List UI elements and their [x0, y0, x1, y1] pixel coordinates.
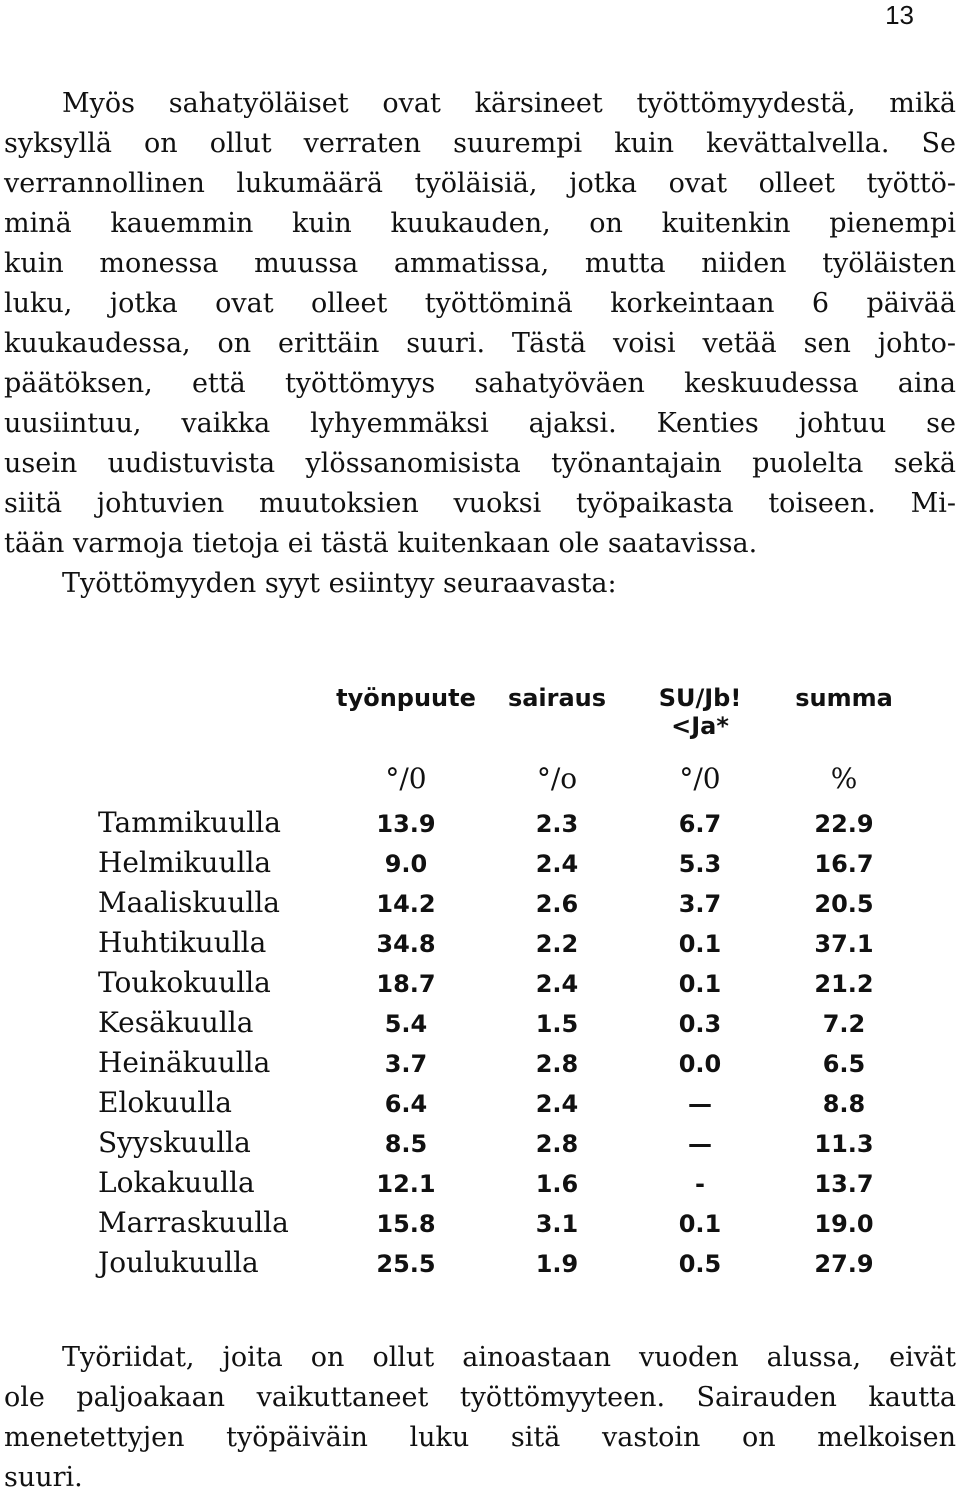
- column-header: summa: [795, 684, 893, 712]
- outro-paragraph: [4, 1338, 956, 1498]
- table-cell: 2.4: [535, 1090, 579, 1118]
- column-unit: %: [830, 762, 858, 795]
- table-cell: 2.8: [535, 1050, 579, 1078]
- table-cell: 1.9: [535, 1250, 579, 1278]
- table-cell: 27.9: [814, 1250, 874, 1278]
- table-cell: 1.5: [535, 1010, 579, 1038]
- table-cell: 2.4: [535, 970, 579, 998]
- text-line: uusiintuu, vaikka lyhyemmäksi ajaksi. Kenties johtuu se: [4, 408, 956, 439]
- table-cell: 19.0: [814, 1210, 874, 1238]
- column-unit: °/0: [679, 762, 721, 795]
- table-cell: 8.5: [384, 1130, 428, 1158]
- table-cell: 25.5: [376, 1250, 436, 1278]
- column-header: sairaus: [507, 684, 607, 712]
- table-cell: 7.2: [822, 1010, 866, 1038]
- text-line: kuin monessa muussa ammatissa, mutta niiden työläisten: [4, 248, 956, 279]
- table-cell: 14.2: [376, 890, 436, 918]
- row-label: Syyskuulla: [98, 1126, 251, 1159]
- table-cell: 6.7: [678, 810, 722, 838]
- row-label: Lokakuulla: [98, 1166, 255, 1199]
- column-header: SU/Jb!<Ja*: [658, 684, 742, 740]
- row-label: Huhtikuulla: [98, 926, 267, 959]
- text-line: syksyllä on ollut verraten suurempi kuin kevättalvella. Se: [4, 128, 956, 159]
- text-line: päätöksen, että työttömyys sahatyöväen keskuudessa aina: [4, 368, 956, 399]
- text-line: luku, jotka ovat olleet työttöminä korkeintaan 6 päivää: [4, 288, 956, 319]
- text-line: tään varmoja tietoja ei tästä kuitenkaan ole saatavissa.: [4, 528, 758, 559]
- text-line: verrannollinen lukumäärä työläisiä, jotka ovat olleet työttö-: [4, 168, 956, 199]
- table-cell: 20.5: [814, 890, 874, 918]
- table-cell: 37.1: [814, 930, 874, 958]
- row-label: Maaliskuulla: [98, 886, 280, 919]
- table-cell: 3.1: [535, 1210, 579, 1238]
- table-cell: 6.5: [822, 1050, 866, 1078]
- row-label: Toukokuulla: [98, 966, 271, 999]
- table-cell: 13.7: [814, 1170, 874, 1198]
- table-cell: 2.4: [535, 850, 579, 878]
- table-cell: 18.7: [376, 970, 436, 998]
- row-label: Joulukuulla: [98, 1246, 259, 1279]
- row-label: Helmikuulla: [98, 846, 272, 879]
- table-cell: 0.3: [678, 1010, 722, 1038]
- table-cell: —: [688, 1090, 712, 1118]
- table-cell: 6.4: [384, 1090, 428, 1118]
- table-cell: 9.0: [384, 850, 428, 878]
- table-cell: 2.6: [535, 890, 579, 918]
- table-cell: 21.2: [814, 970, 874, 998]
- table-cell: 13.9: [376, 810, 436, 838]
- table-cell: 2.2: [535, 930, 579, 958]
- table-cell: 5.4: [384, 1010, 428, 1038]
- intro-paragraph: [4, 84, 956, 604]
- table-cell: 0.1: [678, 1210, 722, 1238]
- text-line: Myös sahatyöläiset ovat kärsineet työttömyydestä, mikä: [62, 88, 956, 119]
- table-cell: 0.1: [678, 930, 722, 958]
- column-header: työnpuute: [336, 684, 476, 712]
- text-line: kuukaudessa, on erittäin suuri. Tästä voisi vetää sen johto-: [4, 328, 956, 359]
- column-unit: °/0: [385, 762, 427, 795]
- row-label: Kesäkuulla: [98, 1006, 254, 1039]
- table-cell: 0.1: [678, 970, 722, 998]
- table-cell: -: [695, 1170, 705, 1198]
- table-cell: 1.6: [535, 1170, 579, 1198]
- table-cell: 2.8: [535, 1130, 579, 1158]
- text-line: Työriidat, joita on ollut ainoastaan vuoden alussa, eivät: [62, 1342, 956, 1373]
- table-cell: 12.1: [376, 1170, 436, 1198]
- table-cell: 11.3: [814, 1130, 874, 1158]
- row-label: Elokuulla: [98, 1086, 232, 1119]
- table-cell: 0.5: [678, 1250, 722, 1278]
- table-cell: 8.8: [822, 1090, 866, 1118]
- page-number: 13: [885, 0, 914, 30]
- table-cell: 22.9: [814, 810, 874, 838]
- text-line: minä kauemmin kuin kuukauden, on kuitenkin pienempi: [4, 208, 956, 239]
- row-label: Heinäkuulla: [98, 1046, 271, 1079]
- table-cell: 16.7: [814, 850, 874, 878]
- table-cell: 5.3: [678, 850, 722, 878]
- text-line: siitä johtuvien muutoksien vuoksi työpaikasta toiseen. Mi-: [4, 488, 956, 519]
- text-line: Työttömyyden syyt esiintyy seuraavasta:: [62, 568, 617, 599]
- text-line: suuri.: [4, 1462, 83, 1493]
- text-line: ole paljoakaan vaikuttaneet työttömyyteen. Sairauden kautta: [4, 1382, 956, 1413]
- text-line: menetettyjen työpäiväin luku sitä vastoin on melkoisen: [4, 1422, 956, 1453]
- column-unit: °/o: [536, 762, 578, 795]
- text-line: usein uudistuvista ylössanomisista työnantajain puolelta sekä: [4, 448, 956, 479]
- table-cell: 0.0: [678, 1050, 722, 1078]
- row-label: Tammikuulla: [98, 806, 281, 839]
- table-cell: 3.7: [384, 1050, 428, 1078]
- table-cell: 3.7: [678, 890, 722, 918]
- table-cell: 34.8: [376, 930, 436, 958]
- table-cell: 2.3: [535, 810, 579, 838]
- table-cell: 15.8: [376, 1210, 436, 1238]
- row-label: Marraskuulla: [98, 1206, 289, 1239]
- table-cell: —: [688, 1130, 712, 1158]
